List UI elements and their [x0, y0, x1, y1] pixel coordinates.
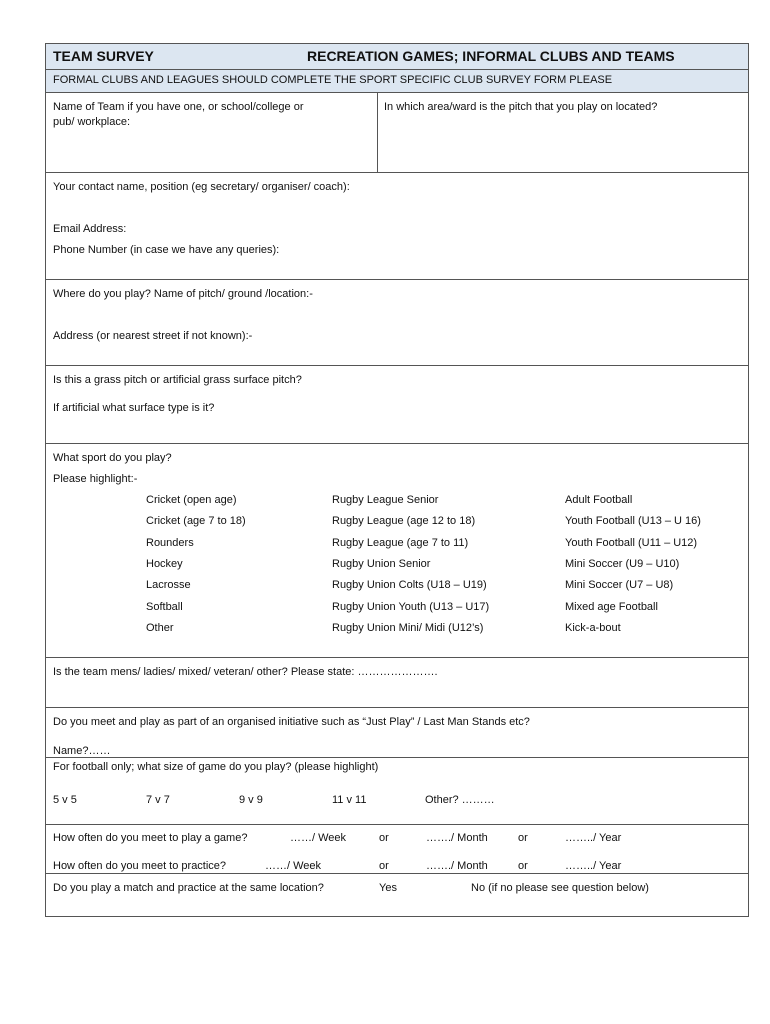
no-option[interactable]: No (if no please see question below) — [471, 882, 649, 894]
sport-option[interactable]: Adult Football — [565, 494, 633, 506]
form-header — [46, 44, 748, 69]
yes-option[interactable]: Yes — [379, 882, 397, 894]
sport-option[interactable]: Rounders — [146, 536, 194, 549]
email-label: Email Address: — [53, 223, 127, 235]
form-instruction — [46, 69, 748, 92]
football-option[interactable]: 5 v 5 — [53, 794, 77, 806]
or-text: or — [379, 860, 389, 872]
sport-option[interactable]: Rugby Union Mini/ Midi (U12’s) — [332, 621, 484, 634]
sport-option[interactable]: Other — [146, 621, 174, 634]
team-name-label-2: pub/ workplace: — [53, 116, 131, 128]
pitch-location-label: Where do you play? Name of pitch/ ground /location:- — [53, 288, 313, 300]
game-year: ……../ Year — [565, 832, 622, 844]
sport-question: What sport do you play? — [53, 452, 172, 464]
or-text: or — [518, 832, 528, 844]
sport-option[interactable]: Cricket (age 7 to 18) — [146, 515, 246, 528]
team-type-row — [46, 657, 748, 707]
football-size-question: For football only; what size of game do you play? (please highlight) — [53, 761, 379, 773]
team-row — [46, 92, 748, 172]
same-location-question: Do you play a match and practice at the same location? — [53, 882, 324, 894]
initiative-question: Do you meet and play as part of an organised initiative such as “Just Play” / Last Man Stands etc? — [53, 716, 530, 728]
contact-name-label: Your contact name, position (eg secretary/ organiser/ coach): — [53, 181, 350, 193]
form-title: TEAM SURVEY — [53, 48, 154, 64]
sport-option[interactable]: Mini Soccer (U7 – U8) — [565, 579, 674, 592]
football-option[interactable]: 11 v 11 — [332, 794, 367, 806]
highlight-label: Please highlight:- — [53, 473, 138, 485]
football-row — [46, 757, 748, 824]
team-name-label: Name of Team if you have one, or school/college or — [53, 101, 304, 113]
football-option[interactable]: 7 v 7 — [146, 794, 170, 806]
same-location-row — [46, 873, 748, 916]
sport-option[interactable]: Rugby League (age 12 to 18) — [332, 515, 476, 528]
phone-label: Phone Number (in case we have any queries): — [53, 244, 280, 256]
or-text: or — [379, 832, 389, 844]
sport-option[interactable]: Youth Football (U13 – U 16) — [565, 515, 701, 528]
sport-option[interactable]: Mixed age Football — [565, 600, 658, 613]
surface-type-question: If artificial what surface type is it? — [53, 402, 215, 414]
football-option[interactable]: Other? ……… — [425, 794, 495, 806]
sport-option[interactable]: Cricket (open age) — [146, 494, 237, 506]
contact-row — [46, 172, 748, 279]
initiative-name-label: Name?…… — [53, 745, 111, 757]
address-label: Address (or nearest street if not known):- — [53, 330, 253, 342]
sport-row — [46, 443, 748, 657]
sport-option[interactable]: Hockey — [146, 557, 183, 570]
football-option[interactable]: 9 v 9 — [239, 794, 263, 806]
form-subtitle: RECREATION GAMES; INFORMAL CLUBS AND TEAMS — [307, 48, 675, 64]
surface-question: Is this a grass pitch or artificial grass surface pitch? — [53, 374, 302, 386]
practice-frequency-label: How often do you meet to practice? — [53, 860, 227, 872]
surface-row — [46, 365, 748, 443]
frequency-row — [46, 824, 748, 873]
initiative-row — [46, 707, 748, 757]
sport-option[interactable]: Softball — [146, 600, 183, 613]
sport-option[interactable]: Rugby League Senior — [332, 494, 439, 506]
sport-option[interactable]: Kick-a-bout — [565, 621, 621, 634]
sport-option[interactable]: Lacrosse — [146, 579, 191, 592]
sport-option[interactable]: Rugby Union Colts (U18 – U19) — [332, 579, 487, 592]
practice-year: ……../ Year — [565, 860, 622, 872]
game-month: ……./ Month — [426, 832, 488, 844]
practice-month: ……./ Month — [426, 860, 488, 872]
pitch-area-label: In which area/ward is the pitch that you play on located? — [384, 101, 658, 113]
team-type-question: Is the team mens/ ladies/ mixed/ veteran/ other? Please state: …………………. — [53, 666, 438, 678]
practice-week: ……/ Week — [265, 860, 322, 872]
sport-option[interactable]: Rugby League (age 7 to 11) — [332, 536, 469, 549]
sport-option[interactable]: Mini Soccer (U9 – U10) — [565, 557, 680, 570]
instruction-text: FORMAL CLUBS AND LEAGUES SHOULD COMPLETE THE SPORT SPECIFIC CLUB SURVEY FORM PLEASE — [53, 74, 613, 86]
sport-option[interactable]: Youth Football (U11 – U12) — [565, 536, 698, 549]
game-frequency-label: How often do you meet to play a game? — [53, 832, 248, 844]
sport-option[interactable]: Rugby Union Youth (U13 – U17) — [332, 600, 490, 613]
location-row — [46, 279, 748, 365]
sport-option[interactable]: Rugby Union Senior — [332, 557, 431, 570]
survey-form — [45, 43, 749, 917]
or-text: or — [518, 860, 528, 872]
game-week: ……/ Week — [290, 832, 347, 844]
